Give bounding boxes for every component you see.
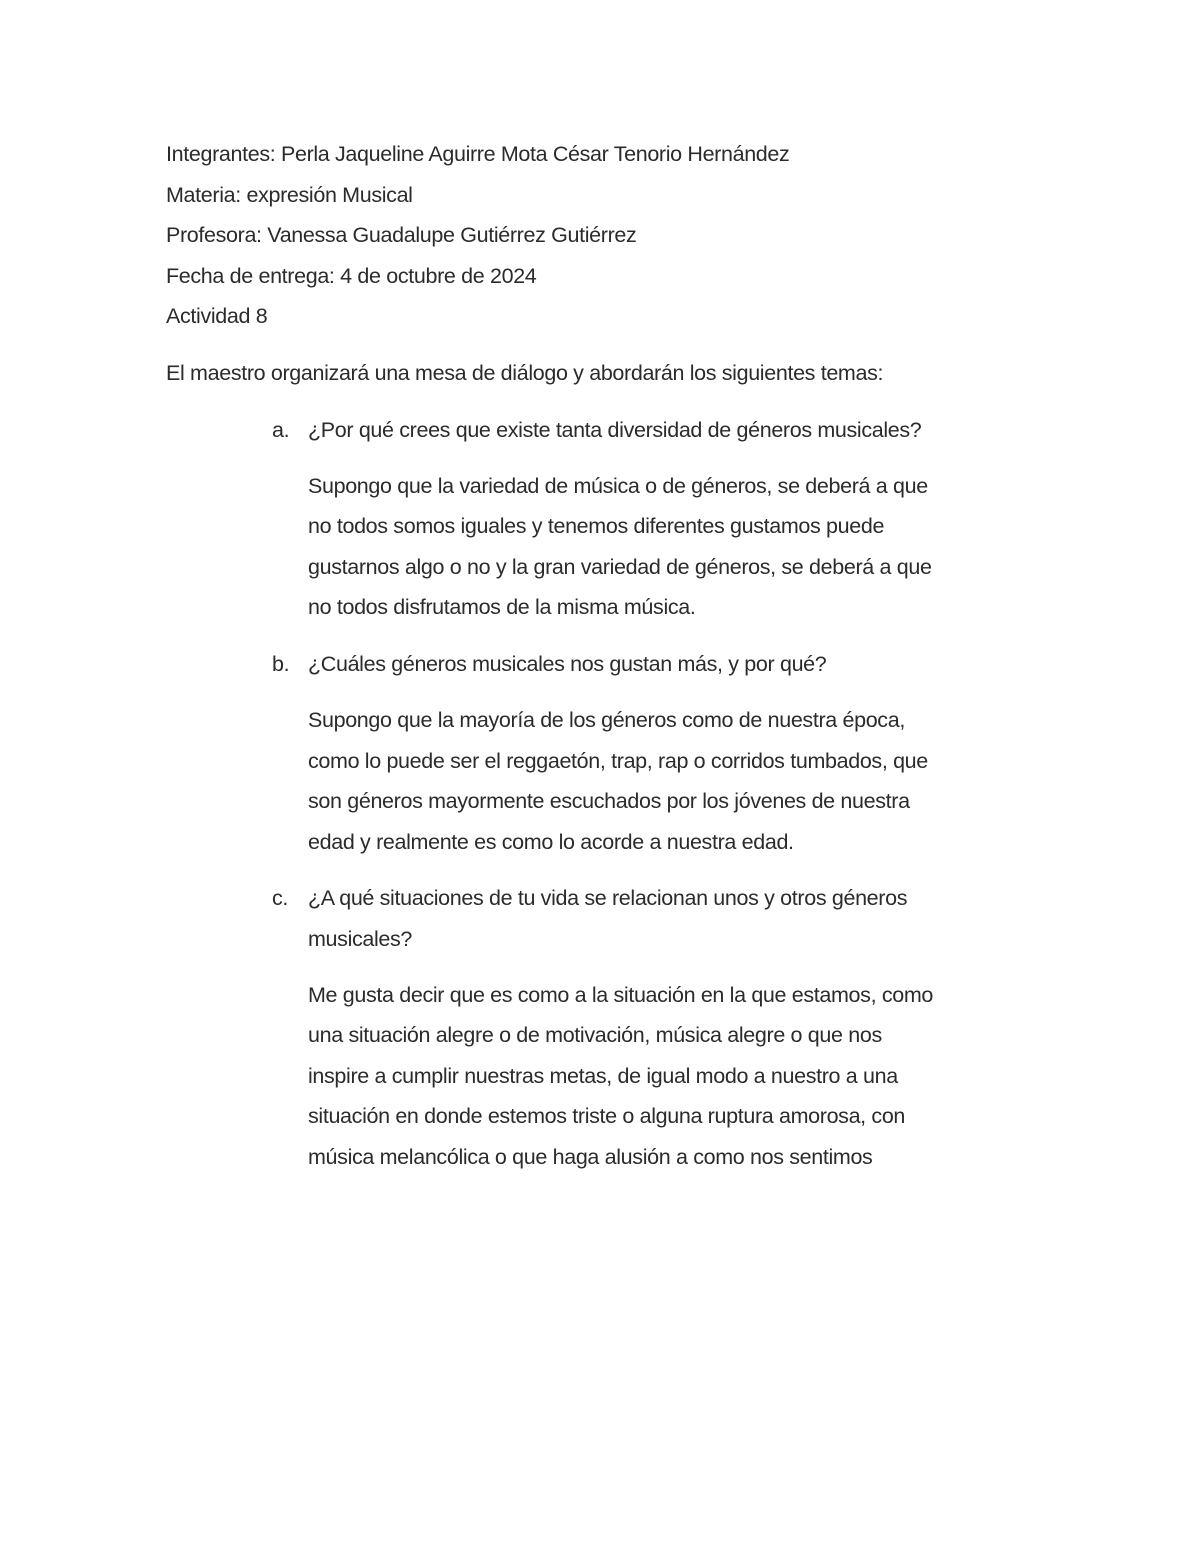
answer-a-line: Supongo que la variedad de música o de géneros, se deberá a que	[308, 474, 928, 498]
actividad-line: Actividad 8	[166, 304, 268, 328]
answer-b-line: son géneros mayormente escuchados por los jóvenes de nuestra	[308, 789, 910, 813]
answer-c-line: inspire a cumplir nuestras metas, de igual modo a nuestro a una	[308, 1064, 898, 1088]
answer-b-line: como lo puede ser el reggaetón, trap, rap o corridos tumbados, que	[308, 749, 928, 773]
list-marker-a: a.	[272, 418, 290, 442]
answer-b-line: edad y realmente es como lo acorde a nuestra edad.	[308, 830, 794, 854]
integrantes-line: Integrantes: Perla Jaqueline Aguirre Mota César Tenorio Hernández	[166, 142, 790, 166]
list-marker-c: c.	[272, 886, 289, 910]
answer-c-line: una situación alegre o de motivación, música alegre o que nos	[308, 1023, 882, 1047]
fecha-line: Fecha de entrega: 4 de octubre de 2024	[166, 264, 537, 288]
question-c-line: musicales?	[308, 927, 413, 951]
question-c-line: ¿A qué situaciones de tu vida se relacionan unos y otros géneros	[308, 886, 908, 910]
answer-b-line: Supongo que la mayoría de los géneros como de nuestra época,	[308, 708, 905, 732]
answer-c-line: música melancólica o que haga alusión a como nos sentimos	[308, 1145, 873, 1169]
intro-paragraph: El maestro organizará una mesa de diálogo y abordarán los siguientes temas:	[166, 361, 884, 385]
answer-c-line: situación en donde estemos triste o alguna ruptura amorosa, con	[308, 1104, 906, 1128]
question-b: ¿Cuáles géneros musicales nos gustan más, y por qué?	[308, 652, 827, 676]
answer-c-line: Me gusta decir que es como a la situación en la que estamos, como	[308, 983, 933, 1007]
answer-a-line: gustarnos algo o no y la gran variedad de géneros, se deberá a que	[308, 555, 932, 579]
materia-line: Materia: expresión Musical	[166, 183, 413, 207]
answer-a-line: no todos disfrutamos de la misma música.	[308, 595, 696, 619]
profesora-line: Profesora: Vanessa Guadalupe Gutiérrez Gutiérrez	[166, 223, 637, 247]
question-a: ¿Por qué crees que existe tanta diversidad de géneros musicales?	[308, 418, 922, 442]
answer-a-line: no todos somos iguales y tenemos diferentes gustamos puede	[308, 514, 885, 538]
list-marker-b: b.	[272, 652, 290, 676]
